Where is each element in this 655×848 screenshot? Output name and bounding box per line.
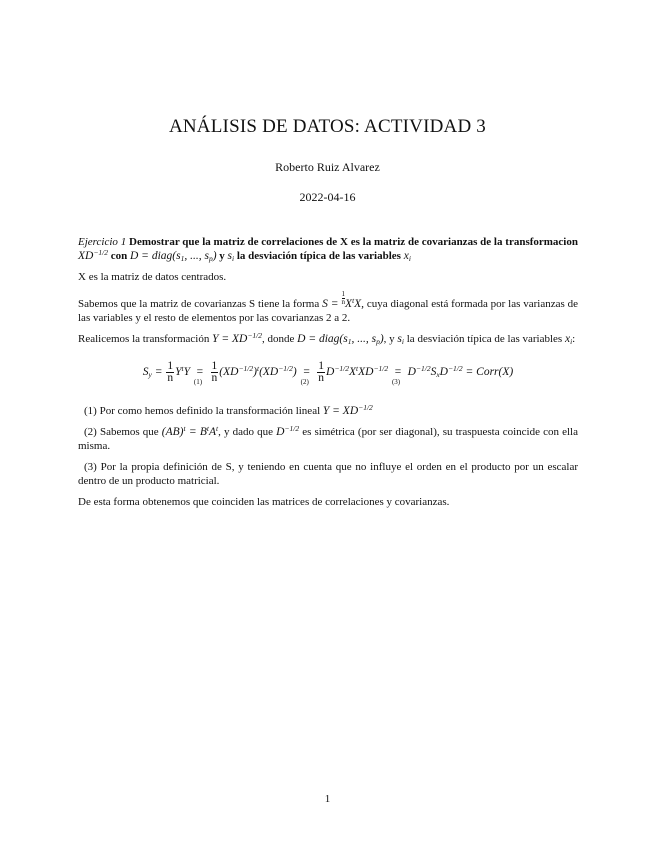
paragraph: X es la matriz de datos centrados. [78, 271, 227, 283]
note-2: (2) Sabemos que $(AB)^t = B^tA^t$, y dado que $D^{-1/2}$ es simétrica (por ser diagonal), su traspuesta coincide con ella misma. [78, 424, 578, 452]
display-equation: $S_y$ = $\frac{1}{n}$ $Y^tY$ = (1) $\frac{1}{n}$ $(XD^{-1/2})^t(XD^{-1/2})$ = (2) $\frac{1}{n}$ $D^{-1/2}X^tXD^{-1/2}$ = (3) $D^{-1/2}S_xD^{-1/2}$ = Corr(X) [142, 359, 514, 386]
statement-text: con [110, 250, 128, 262]
document-title: ANÁLISIS DE DATOS: ACTIVIDAD 3 [168, 116, 487, 137]
paragraph: Sabemos que la matriz de covarianzas S tiene la forma S = $\frac{1}{n}$ $X^tX$, cuya diagonal está formada por las varianzas de las variables y el resto de elementos por las covarianzas 2 a 2. [78, 290, 578, 324]
math: $XD^{-1/2}$ [78, 248, 108, 262]
author: Roberto Ruiz Alvarez [275, 160, 380, 174]
note-3: (3) Por la propia definición de S, y teniendo en cuenta que no influye el orden en el producto por un escalar dentro de un producto matricial. [78, 461, 578, 487]
exercise-label: Ejercicio 1 [78, 236, 127, 248]
note-1: (1) Por como hemos definido la transformación lineal $Y = XD^{-1/2}$ [84, 403, 373, 417]
paragraph: Realicemos la transformación $Y = XD^{-1/2}$, donde $D = diag(s_1$, ..., $s_p$), y $s_i$ la desviación típica de las variables $x_i$: [78, 331, 576, 346]
statement-text: la desviación típica de las variables [236, 250, 401, 262]
statement-text: y [219, 250, 225, 262]
conclusion: De esta forma obtenemos que coinciden las matrices de correlaciones y covarianzas. [78, 496, 450, 508]
math: $x_i$ [403, 250, 411, 263]
exercise-statement [78, 235, 578, 263]
math: $D = diag(s_1$, ..., $s_p$) [130, 250, 217, 263]
math: $s_i$ [227, 250, 235, 263]
page-number: 1 [324, 793, 331, 805]
statement-text: Demostrar que la matriz de correlaciones de X es la matriz de covarianzas de la transformacion [129, 236, 578, 248]
date: 2022-04-16 [299, 190, 356, 204]
document-body [78, 235, 578, 516]
